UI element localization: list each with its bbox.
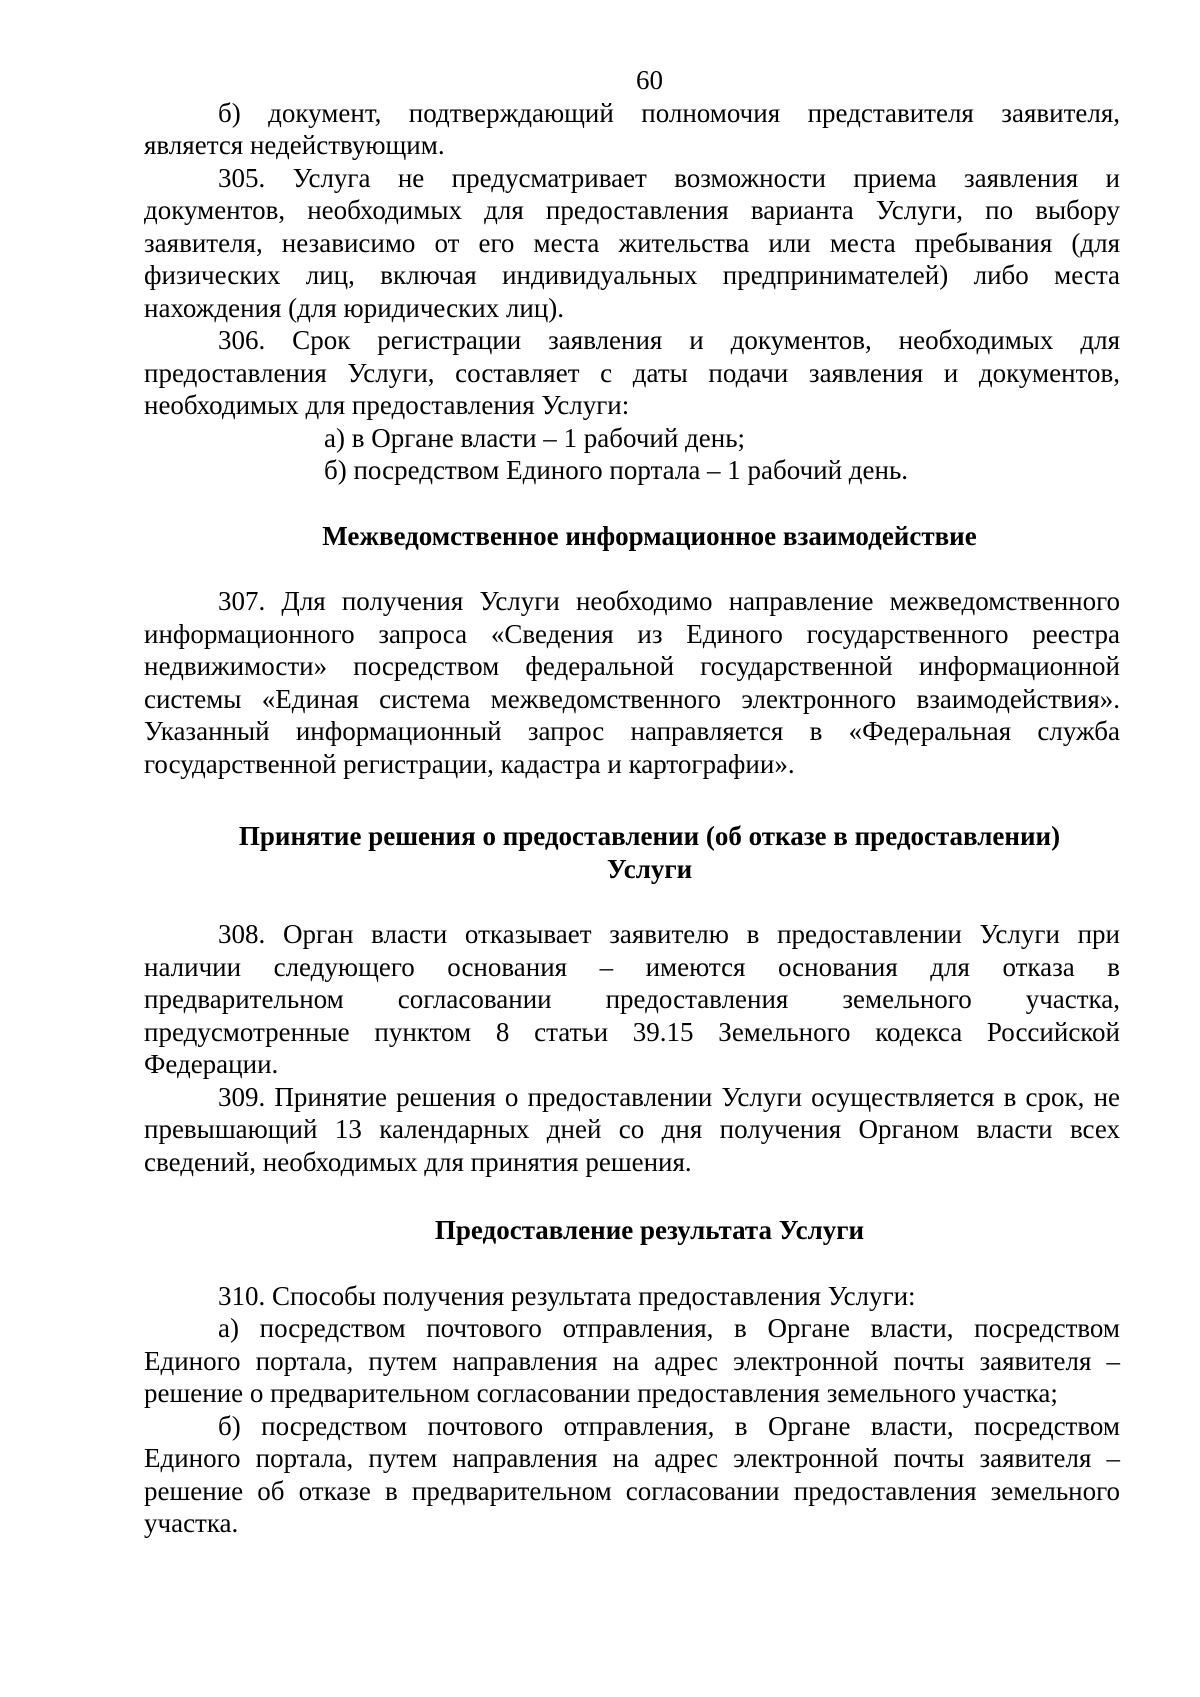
paragraph-310: 310. Способы получения результата предоставления Услуги: [218,1280,916,1311]
section-heading-result: Предоставление результата Услуги [434,1215,865,1245]
paragraph-306-b: б) посредством Единого портала – 1 рабочий день. [324,455,909,485]
document-page [144,64,1120,1540]
section-heading-decision-line1: Принятие решения о предоставлении (об отказе в предоставлении) [238,821,1061,851]
paragraph-307: 307. Для получения Услуги необходимо направление межведомственного информационного запроса «Сведения из Единого государственного реестра недвижимости» посредством федеральной государственной информационной системы «Единая система межведомственного электронного взаимодействия». Указанный информационный запрос направляется в «Федеральная служба государственной регистрации, кадастра и картографии». [144,586,1120,779]
paragraph-305: 305. Услуга не предусматривает возможности приема заявления и документов, необходимых для предоставления варианта Услуги, по выбору заявителя, независимо от его места жительства или места пребывания (для физических лиц, включая индивидуальных предпринимателей) либо места нахождения (для юридических лиц). [144,162,1120,323]
paragraph-b-document: б) документ, подтверждающий полномочия представителя заявителя, является недействующим. [144,97,1120,160]
section-heading-interagency: Межведомственное информационное взаимодействие [322,520,977,551]
paragraph-306: 306. Срок регистрации заявления и документов, необходимых для предоставления Услуги, составляет с даты подачи заявления и документов, необходимых для предоставления Услуги: [144,325,1120,420]
paragraph-310-a: а) посредством почтового отправления, в Органе власти, посредством Единого портала, путем направления на адрес электронной почты заявителя – решение о предварительном согласовании предоставления земельного участка; [144,1313,1120,1408]
page-number: 60 [636,65,663,95]
section-heading-decision-line2: Услуги [606,853,693,884]
paragraph-310-b: б) посредством почтового отправления, в Органе власти, посредством Единого портала, путем направления на адрес электронной почты заявителя – решение об отказе в предварительном согласовании предоставления земельного участка. [144,1410,1120,1538]
paragraph-306-a: а) в Органе власти – 1 рабочий день; [324,422,746,453]
paragraph-308: 308. Орган власти отказывает заявителю в предоставлении Услуги при наличии следующего основания – имеются основания для отказа в предварительном согласовании предоставления земельного участка, предусмотренные пунктом 8 статьи 39.15 Земельного кодекса Российской Федерации. [144,919,1120,1079]
paragraph-309: 309. Принятие решения о предоставлении Услуги осуществляется в срок, не превышающий 13 календарных дней со дня получения Органом власти всех сведений, необходимых для принятия решения. [144,1081,1120,1177]
